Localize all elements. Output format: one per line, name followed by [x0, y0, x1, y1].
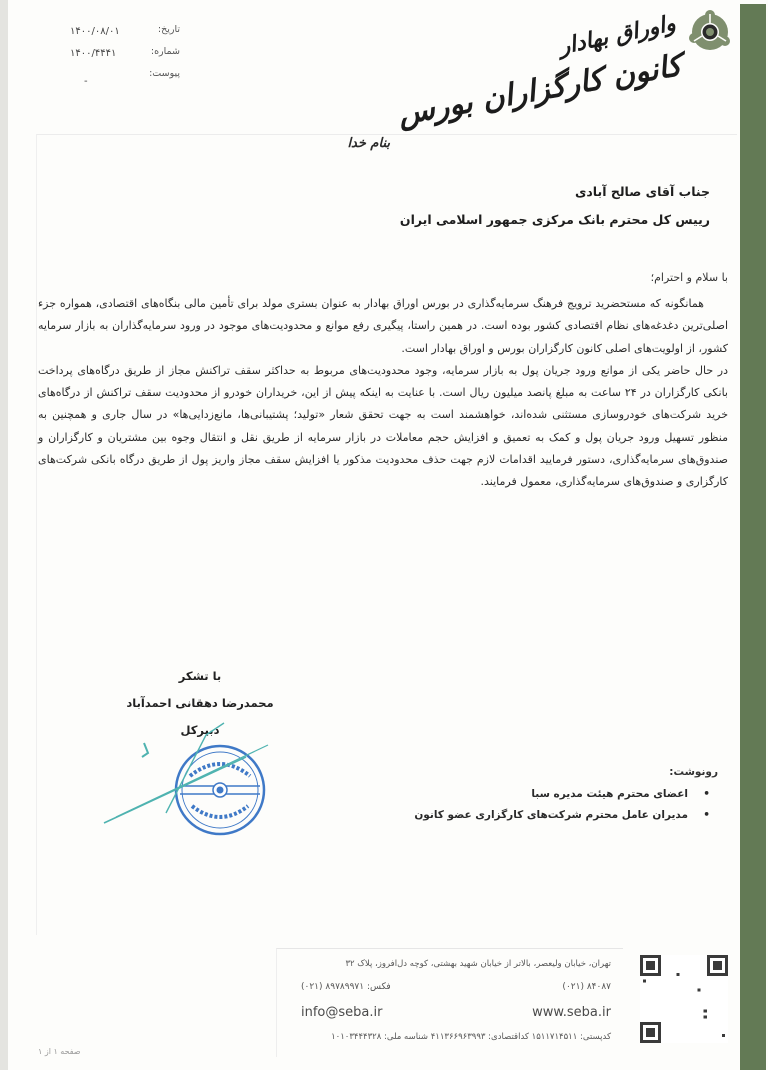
closing-text: با تشکر — [178, 669, 222, 683]
organization-logo-text — [395, 6, 685, 133]
bismillah-heading: بنام خدا — [347, 136, 390, 151]
date-row — [70, 24, 180, 46]
addressee-title: رییس کل محترم بانک مرکزی جمهور اسلامی ایران — [399, 212, 710, 227]
cc-block — [318, 766, 718, 826]
attachment-row — [70, 68, 180, 90]
cc-list — [318, 784, 718, 826]
attachment-value: - — [84, 76, 89, 87]
letter-body — [38, 293, 728, 494]
logo-line-1: واوراق بهادار — [556, 10, 678, 61]
number-value: ۱۴۰۰/۴۴۴۱ — [70, 48, 117, 59]
organization-emblem-icon — [688, 10, 732, 54]
body-paragraph-1: همانگونه که مستحضرید ترویج فرهنگ سرمایه‌گذاری در بورس اوراق بهادار به عنوان بستری مولد برای تأمین مالی بنگاه‌های اقتصادی، همواره جزء اصلی‌ترین دغدغه‌های نظام اقتصادی کشور بوده است. در همین راستا، پیگیری رفع موانع و محدودیت‌های موجود در ورود سرمایه‌گذاران به بازار سرمایه کشور، از اولویت‌های اصلی کانون کارگزاران بورس و اوراق بهادار است. — [38, 297, 728, 355]
signer-name: محمدرضا دهقانی احمدآباد — [126, 696, 274, 710]
page-left-edge — [0, 0, 8, 1070]
cc-item: • اعضای محترم هیئت مدیره سبا — [318, 784, 688, 805]
footer-fax: فکس: ۸۹۷۸۹۹۷۱ (۰۲۱) — [301, 982, 391, 992]
letter-meta — [70, 24, 180, 90]
number-label: شماره: — [150, 46, 180, 57]
cc-item: • مدیران عامل محترم شرکت‌های کارگزاری عضو کانون — [318, 805, 688, 826]
addressee-block — [210, 178, 710, 234]
signer-title: دبیرکل — [180, 723, 220, 737]
date-value: ۱۴۰۰/۰۸/۰۱ — [70, 26, 120, 37]
logo-line-2: کانون کارگزاران بورس — [395, 48, 685, 133]
footer-phone: ۸۴۰۸۷ (۰۲۱) — [562, 982, 611, 992]
body-paragraph-2: در حال حاضر یکی از موانع ورود جریان پول به بازار سرمایه، وجود محدودیت‌های مربوط به حداکثر سقف تراکنش مجاز از طریق درگاه‌های پرداخت بانکی کارگزاران در ۲۴ ساعت به مبلغ پانصد میلیون ریال است. با عنایت به اینکه پیش از این، خریداران خودرو از محدودیت سقف تراکنش از درگاه‌های خرید شرکت‌های خودروسازی مستثنی شده‌اند، خواهشمند است به جهت تحقق شعار «تولید؛ پشتیبانی‌ها، مانع‌زدایی‌ها» در سال جاری و همچنین به منظور تسهیل ورود جریان پول و کمک به تعمیق و افزایش حجم معاملات در بازار سرمایه از طریق نقل و انتقال وجوه بین مشتریان و کارگزاران و صندوق‌های سرمایه‌گذاری، دستور فرمایید اقدامات لازم جهت حذف محدودیت مذکور یا افزایش سقف مجاز واریز پول از طریق درگاه بانکی شرکت‌های کارگزاری و صندوق‌های سرمایه‌گذاری، معمول فرمایند. — [38, 363, 728, 489]
number-row — [70, 46, 180, 68]
footer-website[interactable]: www.seba.ir — [532, 1005, 611, 1020]
page-number: صفحه ۱ از ۱ — [38, 1047, 81, 1056]
attachment-label: پیوست: — [149, 68, 180, 79]
handwritten-signature — [96, 705, 296, 825]
addressee-name: جناب آقای صالح آبادی — [574, 184, 710, 199]
footer-address: تهران، خیابان ولیعصر، بالاتر از خیابان شهید بهشتی، کوچه دل‌افروز، پلاک ۳۲ — [345, 959, 611, 969]
footer-contact — [276, 948, 623, 1057]
qr-code-icon — [640, 955, 728, 1043]
greeting: با سلام و احترام؛ — [650, 271, 728, 284]
cc-title: رونوشت: — [669, 766, 718, 778]
footer-ids: کدپستی: ۱۵۱۱۷۱۴۵۱۱ کداقتصادی: ۴۱۱۳۶۶۹۶۳۹۹۳ شناسه ملی: ۱۰۱۰۳۴۴۴۳۲۸ — [331, 1032, 611, 1042]
date-label: تاریخ: — [157, 24, 180, 35]
footer-email[interactable]: info@seba.ir — [301, 1005, 383, 1020]
brand-side-bar — [740, 4, 766, 1070]
